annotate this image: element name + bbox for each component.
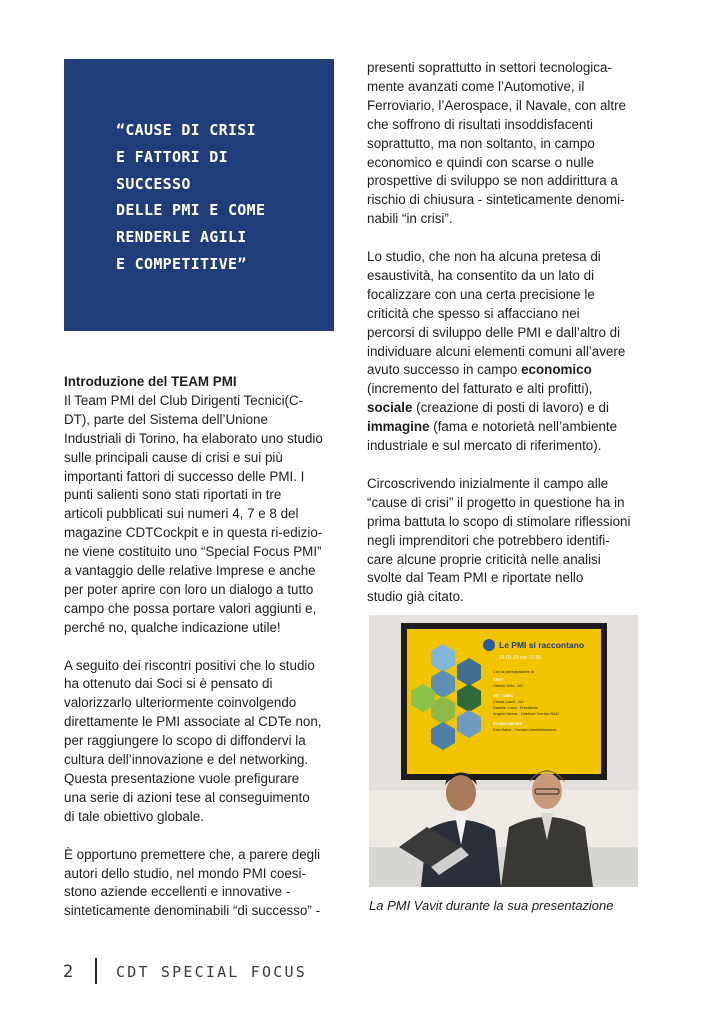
text-line: negli imprenditori che potrebbero identifi- [367, 532, 610, 548]
text-line [367, 361, 645, 380]
text-line: stono aziende eccellenti e innovative - [64, 884, 291, 900]
screen-item: Ottavio Vella - AD [493, 684, 523, 688]
text-line: studio già citato. [367, 589, 464, 605]
text-line: cultura dell’innovazione e del networking. [64, 752, 309, 768]
title-line-2: E FATTORI DI [116, 148, 228, 166]
keyword-sociale: sociale [367, 400, 413, 416]
section-heading: Introduzione del TEAM PMI [64, 374, 237, 389]
text-line: economico e quindi con scarse o nulle [367, 154, 595, 170]
right-column [367, 59, 645, 626]
text-line: sinteticamente denominabili “di successo” - [64, 903, 321, 919]
right-paragraph-3 [367, 475, 645, 607]
text-line: presenti soprattutto in settori tecnologica- [367, 60, 612, 75]
title-line-1: “CAUSE DI CRISI [116, 121, 256, 139]
keyword-immagine: immagine [367, 419, 430, 435]
text-line: “cause di crisi” il progetto in questione ha in [367, 494, 625, 510]
title-line-4: DELLE PMI E COME [116, 201, 266, 219]
text-line: DT), parte del Sistema dell’Unione [64, 411, 268, 427]
text-line: rischio di chiusura - sinteticamente denomi- [367, 192, 625, 208]
screen-item: Chiara Canei - AD [493, 700, 524, 704]
text-line: percorsi di sviluppo delle PMI e dall’altro di [367, 324, 621, 340]
screen-date: 24.01.23 ore 17:30 [499, 655, 541, 661]
text-line: Lo studio, che non ha alcuna pretesa di [367, 249, 601, 265]
text-line: Industriali di Torino, ha elaborato uno studio [64, 430, 323, 446]
text-line: direttamente le PMI associate al CDTe non, [64, 714, 322, 730]
text-line: sulle principali cause di crisi e sui più [64, 449, 283, 465]
title-line-5: RENDERLE AGILI [116, 228, 247, 246]
screen-item: VAVIT [493, 678, 504, 682]
photo-caption: La PMI Vavit durante la sua presentazione [369, 898, 614, 913]
text-line: prospettive di sviluppo se non addirittura a [367, 173, 618, 189]
text-line: criticità che spesso si affacciano nei [367, 305, 580, 321]
screen-item: Daniele Cuchi - Presidente [493, 706, 539, 710]
text-line: magazine CDTCockpit e in questa ri-edizio- [64, 525, 323, 541]
screen-item: Ezio Ratso - Tecnica Amministrazione [493, 728, 557, 732]
text-line: campo che possa portare valori aggiunti e, [64, 600, 317, 616]
text-line: ha ottenuto dai Soci si è pensato di [64, 676, 273, 692]
presentation-photo [369, 615, 638, 887]
right-paragraph-1 [367, 59, 645, 229]
text-line: care alcune proprie criticità nelle analisi [367, 551, 601, 567]
text-line: svolte dal Team PMI e riportate nello [367, 570, 584, 586]
left-paragraph-2 [64, 657, 339, 827]
left-column [64, 373, 339, 940]
photo-illustration [369, 615, 638, 887]
text-line [367, 399, 645, 418]
footer-title: CDT SPECIAL FOCUS [116, 963, 307, 981]
text-line: di tale obiettivo globale. [64, 808, 204, 824]
text-line: individuare alcuni elementi comuni all’avere [367, 343, 626, 359]
text-line: (incremento del fatturato e alti profitti), [367, 381, 593, 397]
left-paragraph-1 [64, 392, 339, 638]
screen-title: Le PMI si raccontano [499, 640, 585, 650]
text-line: focalizzare con una certa precisione le [367, 286, 595, 302]
left-paragraph-3 [64, 846, 339, 922]
text-line: soprattutto, ma non soltanto, in campo [367, 135, 595, 151]
text-line: È opportuno premettere che, a parere degli [64, 846, 321, 862]
screen-item: STUDIO MEGEN [493, 722, 523, 726]
text-line: per raggiungere lo scopo di diffondervi la [64, 733, 306, 749]
text-line: ne viene costituito uno “Special Focus PMI” [64, 544, 322, 560]
text-line: Ferroviario, l’Aerospace, il Navale, con altre [367, 97, 626, 113]
screen-item: Angelo Varese - Direttore Tecnico R&D [493, 712, 559, 716]
screen-item: SET TORIC [493, 694, 514, 698]
text-line: nabili “in crisi”. [367, 211, 453, 227]
text-segment: (creazione di posti di lavoro) e di [412, 400, 609, 416]
text-line: Il Team PMI del Club Dirigenti Tecnici(C- [64, 392, 304, 408]
text-line: valorizzarlo ulteriormente coinvolgendo [64, 695, 297, 711]
text-line: Questa presentazione vuole prefigurare [64, 771, 300, 787]
text-line: industriale e sul mercato di riferimento). [367, 438, 602, 454]
title-line-3: SUCCESSO [116, 175, 191, 193]
text-line: importanti fattori di successo delle PMI. I [64, 468, 305, 484]
text-line: Circoscrivendo inizialmente il campo alle [367, 475, 609, 491]
title-line-6: E COMPETITIVE” [116, 255, 247, 273]
text-line: che soffrono di risultati insoddisfacenti [367, 116, 594, 132]
text-segment: avuto successo in campo [367, 362, 522, 378]
text-line: una serie di azioni tese al conseguimento [64, 789, 310, 805]
right-paragraph-2 [367, 248, 645, 456]
text-line [367, 418, 645, 437]
text-line: A seguito dei riscontri positivi che lo studio [64, 657, 315, 673]
text-line: punti salienti sono stati riportati in tre [64, 487, 282, 503]
text-line: prima battuta lo scopo di stimolare riflessioni [367, 513, 631, 529]
screen-item: Con la partecipazione di [493, 670, 534, 674]
title-box [64, 59, 334, 331]
text-line: a vantaggio delle relative Imprese e anche [64, 563, 316, 579]
text-line: per poter aprire con loro un dialogo a tutto [64, 581, 314, 597]
keyword-economico: economico [521, 362, 592, 378]
text-line: perché no, qualche indicazione utile! [64, 619, 281, 635]
page-number: 2 [63, 962, 74, 982]
text-line: articoli pubblicati sui numeri 4, 7 e 8 del [64, 506, 299, 522]
text-segment: (fama e notorietà nell’ambiente [429, 419, 618, 435]
text-line: mente avanzati come l’Automotive, il [367, 78, 585, 94]
text-line: esaustività, ha consentito da un lato di [367, 267, 595, 283]
footer-divider [95, 958, 97, 984]
text-line: autori dello studio, nel mondo PMI coesi- [64, 865, 306, 881]
